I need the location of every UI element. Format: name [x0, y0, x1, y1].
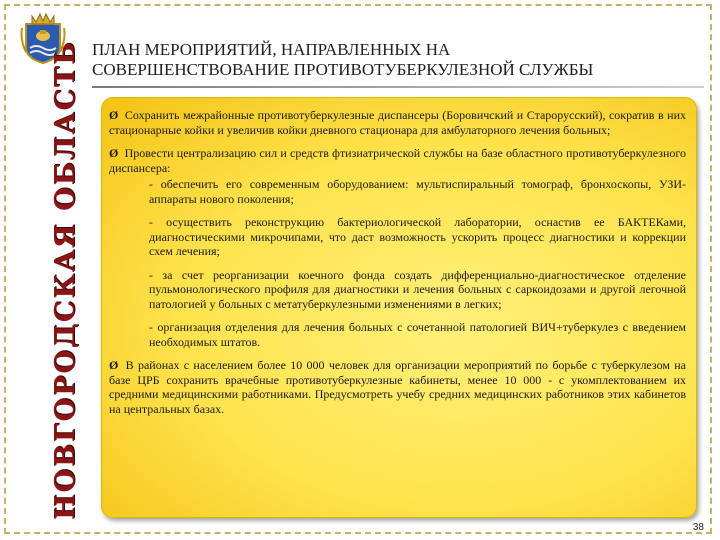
arrow-bullet-icon: Ø	[109, 108, 119, 122]
bullet-text-2: Провести централизацию сил и средств фтизиатрической службы на базе областного противотуберкулезного диспансера:	[109, 146, 686, 175]
sub-item-4: - организация отделения для лечения больных с сочетанной патологией ВИЧ+туберкулез с введением необходимых штатов.	[149, 320, 686, 349]
list-item	[109, 108, 686, 137]
list-item	[109, 146, 686, 175]
bullet-text-1: Сохранить межрайонные противотуберкулезные диспансеры (Боровичский и Старорусский), сократив в них стационарные койки и увеличив койки дневного стационара для амбулаторного лечения больных;	[109, 108, 686, 137]
content-panel	[101, 97, 697, 518]
region-name: НОВГОРОДСКАЯ ОБЛАСТЬ	[50, 40, 81, 520]
arrow-bullet-icon: Ø	[109, 358, 119, 372]
bullet-text-3: В районах с населением более 10 000 человек для организации мероприятий по борьбе с туберкулезом на базе ЦРБ сохранить врачебные противотуберкулезные кабинеты, менее 10 000 - с укомплектованием их средними медицинскими работниками. Предусмотреть учебу средних медицинских работников этих кабинетов на центральных базах.	[109, 358, 686, 416]
title-line-2: СОВЕРШЕНСТВОВАНИЕ ПРОТИВОТУБЕРКУЛЕЗНОЙ СЛУЖБЫ	[92, 60, 594, 79]
list-item	[109, 358, 686, 416]
arrow-bullet-icon: Ø	[109, 146, 119, 160]
title-divider	[92, 86, 704, 88]
title-line-1: ПЛАН МЕРОПРИЯТИЙ, НАПРАВЛЕННЫХ НА	[92, 40, 451, 59]
sub-item-3: - за счет реорганизации коечного фонда создать дифференциально-диагностическое отделение пульмонологического профиля для диагностики и лечения больных с саркоидозами и другой легочной патологией у больных с метатуберкулезными изменениями в легких;	[149, 267, 686, 311]
page-number: 38	[692, 522, 704, 533]
page-title	[92, 40, 692, 80]
sub-item-2: - осуществить реконструкцию бактериологической лаборатории, оснастив ее БАКТЕКами, диагностическими микрочипами, что даст возможность ускорить процесс диагностики и коррекции схем лечения;	[149, 215, 686, 258]
sub-item-1: - обеспечить его современным оборудованием: мультиспиральный томограф, бронхоскопы, УЗИ-аппараты нового поколения;	[149, 177, 686, 206]
